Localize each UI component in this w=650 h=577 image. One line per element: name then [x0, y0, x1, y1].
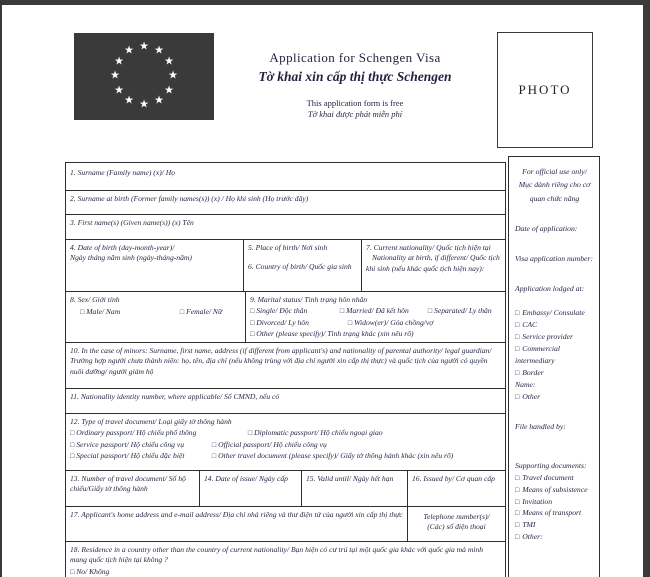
cac-label: CAC: [522, 319, 538, 329]
form-title-en: Application for Schengen Visa: [269, 50, 441, 65]
widow-label: Widow(er)/ Góa chồng/vợ: [354, 317, 434, 327]
ordinary-passport-checkbox-icon[interactable]: □: [70, 429, 75, 438]
field-date-of-issue: 14. Date of issue/ Ngày cấp: [200, 471, 302, 506]
option-divorced: [250, 318, 346, 328]
option-lodged-border: [515, 367, 594, 379]
form-title-vi: Tờ khai xin cấp thị thực Schengen: [258, 69, 452, 84]
form-note-vi: Tờ khai được phát miễn phí: [307, 109, 403, 119]
special-passport-label: Special passport/ Hộ chiếu đặc biệt: [76, 451, 185, 461]
star-icon: ★: [124, 44, 134, 57]
option-married: [340, 306, 426, 316]
row-minors: [66, 343, 505, 389]
current-nationality-label: 7. Current nationality/ Quốc tịch hiện tại: [366, 243, 491, 252]
field-home-address: 17. Applicant's home address and e-mail address/ Địa chỉ nhà riêng và thư điện tử của người xin cấp thị thực: [66, 507, 408, 541]
married-label: Married/ Đã kết hôn: [346, 306, 409, 316]
star-icon: ★: [114, 84, 124, 97]
official-use-line1: For official use only/: [522, 167, 587, 176]
supporting-other-checkbox-icon[interactable]: □: [515, 533, 520, 542]
male-label: Male/ Nam: [86, 307, 121, 317]
option-official-passport: [212, 440, 327, 450]
field-travel-document-number: 13. Number of travel document/ Số hộ chiếu/Giấy tờ thông hành: [66, 471, 200, 506]
photo-box: [497, 32, 593, 148]
option-lodged-commercial-intermediary: [515, 343, 594, 367]
option-diplomatic-passport: [248, 428, 383, 438]
option-lodged-embassy: [515, 307, 594, 319]
male-checkbox-icon[interactable]: □: [80, 308, 85, 317]
telephone-label-en: Telephone number(s)/: [423, 512, 490, 521]
marital-other-label: Other (please specify)/ Tình trạng khác (xin nêu rõ): [256, 329, 414, 339]
row-surname-at-birth: [66, 191, 505, 215]
country-of-birth-label: 6. Country of birth/ Quốc gia sinh: [248, 262, 352, 272]
official-use-line2: Mục dành riêng cho cơ: [518, 180, 591, 190]
cac-checkbox-icon[interactable]: □: [515, 320, 520, 329]
field-first-names: 3. First name(s) (Given name(s)) (x) Tên: [70, 218, 194, 227]
eu-flag-icon: [74, 33, 214, 120]
lodged-other-label: Other: [522, 391, 541, 401]
ordinary-passport-label: Ordinary passport/ Hộ chiếu phổ thông: [76, 428, 197, 438]
file-handled-by-label: File handled by:: [515, 421, 566, 431]
star-icon: ★: [164, 55, 174, 68]
tmi-checkbox-icon[interactable]: □: [515, 521, 520, 530]
embassy-label: Embassy/ Consulate: [522, 308, 585, 318]
field-sex: [66, 292, 246, 342]
option-residence-no: [70, 567, 109, 577]
row-first-names: [66, 215, 505, 240]
option-lodged-cac: [515, 319, 594, 331]
row-home-address: [66, 507, 505, 542]
date-of-birth-en: 4. Date of birth (day-month-year)/: [70, 243, 175, 252]
row-travel-document-details: [66, 471, 505, 507]
date-of-birth-vi: Ngày tháng năm sinh (ngày-tháng-năm): [70, 253, 192, 263]
star-icon: ★: [139, 98, 149, 111]
option-supporting-means-of-subsistence: [515, 484, 594, 496]
embassy-checkbox-icon[interactable]: □: [515, 309, 520, 318]
field-marital-status: [246, 292, 505, 342]
travel-document-type-label: 12. Type of travel document/ Loại giấy tờ thông hành: [70, 417, 232, 426]
divorced-checkbox-icon[interactable]: □: [250, 318, 255, 327]
row-residence-other-country: [66, 542, 505, 577]
option-marital-other: [250, 329, 414, 339]
option-male: [80, 307, 178, 317]
star-icon: ★: [154, 44, 164, 57]
travel-document-label: Travel document: [522, 472, 574, 482]
star-icon: ★: [168, 69, 178, 82]
special-passport-checkbox-icon[interactable]: □: [70, 452, 75, 461]
divorced-label: Divorced/ Ly hôn: [256, 317, 309, 327]
service-provider-label: Service provider: [522, 331, 573, 341]
option-lodged-service-provider: [515, 331, 594, 343]
row-sex-marital: [66, 292, 505, 343]
field-surname: 1. Surname (Family name) (x)/ Họ: [70, 168, 176, 177]
means-of-transport-checkbox-icon[interactable]: □: [515, 509, 520, 518]
field-telephone: [408, 507, 505, 541]
option-widow: [348, 318, 433, 328]
star-icon: ★: [154, 94, 164, 107]
page-left-edge: [0, 0, 2, 577]
residence-no-checkbox-icon[interactable]: □: [70, 567, 75, 576]
option-ordinary-passport: [70, 428, 246, 438]
supporting-other-label: Other:: [522, 532, 543, 542]
other-travel-document-label: Other travel document (please specify)/ Giấy tờ thông hành khác (xin nêu rõ): [218, 451, 454, 461]
place-of-birth-label: 5. Place of birth/ Nơi sinh: [248, 243, 328, 252]
row-national-id: [66, 389, 505, 414]
official-passport-checkbox-icon[interactable]: □: [211, 440, 217, 449]
tmi-label: TMI: [522, 520, 536, 530]
field-minors: 10. In the case of minors: Surname, first name, address (if different from applicant's) and nationality of parental authority/ legal guardian/ Trường hợp người chưa thành niên: họ, tên, địa chỉ (nếu không trùng với địa chỉ người xin cấp thị thực) và quốc tịch của người có quyền nuôi dưỡng/ người giám hộ: [70, 346, 492, 376]
photo-label: PHOTO: [518, 82, 572, 97]
option-separated: [428, 306, 492, 316]
field-valid-until: 15. Valid until/ Ngày hết hạn: [302, 471, 408, 506]
invitation-checkbox-icon[interactable]: □: [515, 497, 520, 506]
option-lodged-other: [515, 391, 594, 403]
means-of-transport-label: Means of transport: [522, 508, 582, 518]
row-birth-info: [66, 240, 505, 292]
separated-label: Separated/ Ly thân: [434, 306, 492, 316]
field-current-nationality: [362, 240, 505, 291]
form-note-en: This application form is free: [306, 98, 404, 108]
row-surname: [66, 163, 505, 191]
means-of-subsistence-checkbox-icon[interactable]: □: [515, 485, 520, 494]
female-label: Female/ Nữ: [186, 307, 223, 317]
single-checkbox-icon[interactable]: □: [250, 307, 255, 316]
field-national-id: 11. Nationality identity number, where applicable/ Số CMND, nếu có: [70, 392, 280, 401]
border-checkbox-icon[interactable]: □: [515, 368, 520, 377]
lodged-other-checkbox-icon[interactable]: □: [515, 392, 520, 401]
star-icon: ★: [124, 94, 134, 107]
star-icon: ★: [164, 84, 174, 97]
date-of-application-label: Date of application:: [515, 224, 578, 234]
service-passport-checkbox-icon[interactable]: □: [70, 440, 75, 449]
option-special-passport: [70, 451, 210, 461]
diplomatic-passport-checkbox-icon[interactable]: □: [247, 429, 253, 438]
option-service-passport: [70, 440, 210, 450]
commercial-intermediary-checkbox-icon[interactable]: □: [515, 344, 520, 353]
service-provider-checkbox-icon[interactable]: □: [515, 332, 520, 341]
application-lodged-at-label: Application lodged at:: [515, 283, 585, 293]
residence-other-country-label: 18. Residence in a country other than the country of current nationality/ Bạn hiện có cư trú tại một quốc gia khác với quốc gia mà mình mang quốc tịch hiện tại không ?: [70, 545, 484, 565]
field-issued-by: 16. Issued by/ Cơ quan cấp: [412, 474, 495, 483]
option-female: [180, 307, 222, 317]
service-passport-label: Service passport/ Hộ chiếu công vụ: [76, 439, 184, 449]
separated-checkbox-icon[interactable]: □: [427, 307, 433, 316]
female-checkbox-icon[interactable]: □: [179, 308, 185, 317]
star-icon: ★: [139, 40, 149, 53]
means-of-subsistence-label: Means of subsistence: [522, 484, 588, 494]
field-travel-document-type: [66, 414, 505, 470]
option-single: [250, 306, 338, 316]
official-use-line3: quan chức năng: [529, 193, 580, 203]
invitation-label: Invitation: [522, 496, 553, 506]
residence-no-label: No/ Không: [76, 566, 110, 576]
nationality-at-birth-label: Nationality at birth, if different/ Quốc tịch khi sinh (nếu khác quốc tịch hiện nay):: [366, 253, 500, 273]
single-label: Single/ Độc thân: [256, 306, 308, 316]
lodged-name-label: Name:: [515, 379, 536, 389]
field-surname-at-birth: 2. Surname at birth (Former family names(s)) (x) / Họ khi sinh (Họ trước đây): [70, 194, 309, 203]
other-travel-document-checkbox-icon[interactable]: □: [211, 452, 217, 461]
visa-application-number-label: Visa application number:: [515, 253, 594, 263]
official-passport-label: Official passport/ Hộ chiếu công vụ: [218, 439, 327, 449]
supporting-documents-label: Supporting documents:: [515, 461, 587, 471]
border-label: Border: [522, 367, 544, 377]
application-form-table: [65, 162, 506, 577]
option-supporting-means-of-transport: [515, 507, 594, 519]
field-residence-other-country: [66, 542, 505, 577]
option-supporting-tmi: [515, 519, 594, 531]
option-supporting-invitation: [515, 496, 594, 508]
official-use-header: [515, 165, 594, 205]
field-place-country-of-birth: [244, 240, 362, 291]
star-icon: ★: [110, 69, 120, 82]
official-use-sidebar: [508, 156, 600, 577]
form-title-block: [213, 50, 497, 119]
field-date-of-birth: [66, 240, 244, 291]
option-supporting-other: [515, 531, 594, 543]
star-icon: ★: [114, 55, 124, 68]
marital-status-label: 9. Marital status/ Tình trạng hôn nhân: [250, 295, 368, 304]
page-top-edge: [0, 0, 650, 5]
widow-checkbox-icon[interactable]: □: [347, 318, 353, 327]
option-supporting-travel-document: [515, 472, 594, 484]
sex-label: 8. Sex/ Giới tính: [70, 295, 120, 304]
page-right-edge: [643, 0, 650, 577]
row-travel-document-type: [66, 414, 505, 471]
married-checkbox-icon[interactable]: □: [339, 307, 345, 316]
travel-document-checkbox-icon[interactable]: □: [515, 473, 520, 482]
commercial-intermediary-label: Commercial intermediary: [515, 343, 560, 365]
option-other-travel-document: [212, 451, 453, 461]
marital-other-checkbox-icon[interactable]: □: [250, 330, 255, 339]
diplomatic-passport-label: Diplomatic passport/ Hộ chiếu ngoại giao: [254, 428, 383, 438]
telephone-label-vi: (Các) số điện thoại: [427, 522, 486, 532]
